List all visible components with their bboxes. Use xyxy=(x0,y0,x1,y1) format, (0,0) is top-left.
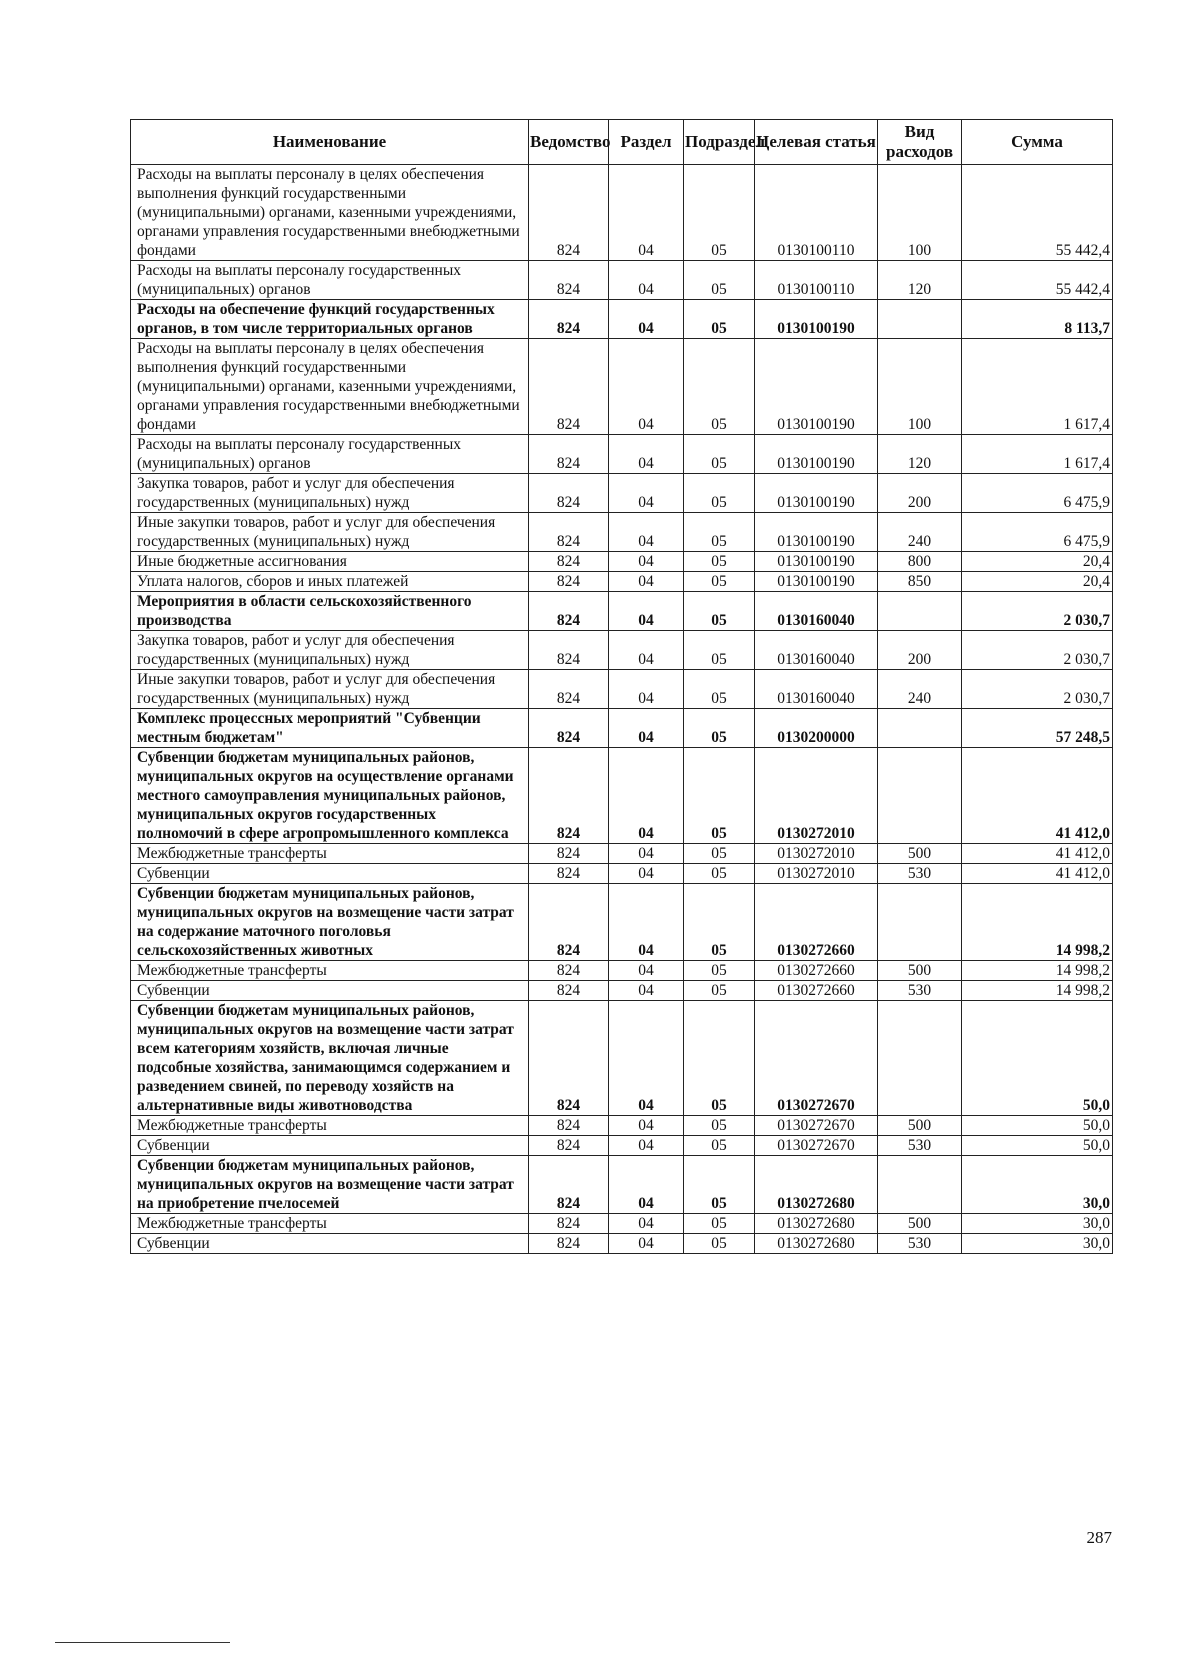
cell-type: 500 xyxy=(878,844,962,864)
cell-type xyxy=(878,748,962,844)
cell-target: 0130100190 xyxy=(755,339,878,435)
cell-target: 0130272670 xyxy=(755,1136,878,1156)
cell-type xyxy=(878,1001,962,1116)
header-type: Вид расходов xyxy=(878,120,962,165)
cell-sum: 41 412,0 xyxy=(962,864,1113,884)
cell-subsection: 05 xyxy=(684,552,755,572)
cell-section: 04 xyxy=(609,1156,684,1214)
cell-target: 0130100190 xyxy=(755,435,878,474)
cell-sum: 8 113,7 xyxy=(962,300,1113,339)
cell-section: 04 xyxy=(609,300,684,339)
cell-name: Межбюджетные трансферты xyxy=(131,844,529,864)
cell-target: 0130272010 xyxy=(755,844,878,864)
table-row xyxy=(131,961,1113,981)
cell-section: 04 xyxy=(609,884,684,961)
cell-sum: 50,0 xyxy=(962,1116,1113,1136)
cell-type: 120 xyxy=(878,261,962,300)
cell-name: Субвенции xyxy=(131,864,529,884)
cell-sum: 14 998,2 xyxy=(962,884,1113,961)
cell-dept: 824 xyxy=(529,592,609,631)
cell-sum: 50,0 xyxy=(962,1001,1113,1116)
cell-name: Субвенции бюджетам муниципальных районов, муниципальных округов на осуществление органами местного самоуправления муниципальных районов, муниципальных округов государственных полномочий в сфере агропромышленного комплекса xyxy=(131,748,529,844)
cell-type: 500 xyxy=(878,1116,962,1136)
page-number: 287 xyxy=(1086,1528,1112,1547)
cell-type xyxy=(878,1156,962,1214)
cell-dept: 824 xyxy=(529,261,609,300)
cell-subsection: 05 xyxy=(684,592,755,631)
table-row xyxy=(131,165,1113,261)
cell-subsection: 05 xyxy=(684,435,755,474)
header-dept: Ведомство xyxy=(529,120,609,165)
table-row xyxy=(131,572,1113,592)
cell-section: 04 xyxy=(609,981,684,1001)
cell-name: Закупка товаров, работ и услуг для обеспечения государственных (муниципальных) нужд xyxy=(131,631,529,670)
cell-type: 530 xyxy=(878,1234,962,1254)
cell-sum: 2 030,7 xyxy=(962,631,1113,670)
cell-subsection: 05 xyxy=(684,961,755,981)
cell-dept: 824 xyxy=(529,1116,609,1136)
cell-type: 530 xyxy=(878,864,962,884)
cell-dept: 824 xyxy=(529,1136,609,1156)
cell-subsection: 05 xyxy=(684,1234,755,1254)
cell-type xyxy=(878,300,962,339)
cell-name: Расходы на обеспечение функций государственных органов, в том числе территориальных органов xyxy=(131,300,529,339)
cell-section: 04 xyxy=(609,261,684,300)
cell-dept: 824 xyxy=(529,474,609,513)
cell-dept: 824 xyxy=(529,864,609,884)
cell-dept: 824 xyxy=(529,513,609,552)
cell-subsection: 05 xyxy=(684,261,755,300)
table-row xyxy=(131,339,1113,435)
header-sum: Сумма xyxy=(962,120,1113,165)
table-body xyxy=(131,165,1113,1254)
cell-section: 04 xyxy=(609,1001,684,1116)
table-row xyxy=(131,1136,1113,1156)
cell-name: Расходы на выплаты персоналу в целях обеспечения выполнения функций государственными (муниципальными) органами, казенными учреждениями, органами управления государственными внебюджетными фондами xyxy=(131,165,529,261)
header-section: Раздел xyxy=(609,120,684,165)
cell-sum: 14 998,2 xyxy=(962,961,1113,981)
cell-target: 0130160040 xyxy=(755,670,878,709)
cell-type xyxy=(878,592,962,631)
table-row xyxy=(131,1001,1113,1116)
header-subsection: Подраздел xyxy=(684,120,755,165)
cell-subsection: 05 xyxy=(684,1116,755,1136)
cell-sum: 41 412,0 xyxy=(962,844,1113,864)
cell-dept: 824 xyxy=(529,339,609,435)
cell-type: 200 xyxy=(878,474,962,513)
cell-subsection: 05 xyxy=(684,748,755,844)
cell-sum: 20,4 xyxy=(962,572,1113,592)
cell-type: 120 xyxy=(878,435,962,474)
cell-subsection: 05 xyxy=(684,165,755,261)
cell-subsection: 05 xyxy=(684,981,755,1001)
cell-name: Иные закупки товаров, работ и услуг для обеспечения государственных (муниципальных) нужд xyxy=(131,670,529,709)
cell-type xyxy=(878,709,962,748)
cell-sum: 14 998,2 xyxy=(962,981,1113,1001)
table-row xyxy=(131,1214,1113,1234)
cell-name: Расходы на выплаты персоналу государственных (муниципальных) органов xyxy=(131,261,529,300)
cell-section: 04 xyxy=(609,474,684,513)
cell-type: 530 xyxy=(878,981,962,1001)
cell-type xyxy=(878,884,962,961)
cell-name: Закупка товаров, работ и услуг для обеспечения государственных (муниципальных) нужд xyxy=(131,474,529,513)
cell-section: 04 xyxy=(609,1234,684,1254)
cell-section: 04 xyxy=(609,1116,684,1136)
table-row xyxy=(131,981,1113,1001)
cell-sum: 30,0 xyxy=(962,1234,1113,1254)
cell-sum: 2 030,7 xyxy=(962,592,1113,631)
cell-subsection: 05 xyxy=(684,864,755,884)
cell-target: 0130100110 xyxy=(755,261,878,300)
cell-sum: 1 617,4 xyxy=(962,435,1113,474)
cell-dept: 824 xyxy=(529,670,609,709)
cell-target: 0130272670 xyxy=(755,1001,878,1116)
cell-target: 0130160040 xyxy=(755,631,878,670)
table-row xyxy=(131,474,1113,513)
cell-name: Расходы на выплаты персоналу государственных (муниципальных) органов xyxy=(131,435,529,474)
cell-name: Уплата налогов, сборов и иных платежей xyxy=(131,572,529,592)
cell-subsection: 05 xyxy=(684,1136,755,1156)
header-target: Целевая статья xyxy=(755,120,878,165)
cell-target: 0130100110 xyxy=(755,165,878,261)
table-header-row xyxy=(131,120,1113,165)
table-row xyxy=(131,1116,1113,1136)
table-row xyxy=(131,552,1113,572)
cell-subsection: 05 xyxy=(684,1156,755,1214)
cell-dept: 824 xyxy=(529,961,609,981)
table-row xyxy=(131,709,1113,748)
cell-dept: 824 xyxy=(529,981,609,1001)
cell-section: 04 xyxy=(609,670,684,709)
cell-target: 0130100190 xyxy=(755,552,878,572)
cell-target: 0130272660 xyxy=(755,884,878,961)
cell-name: Иные бюджетные ассигнования xyxy=(131,552,529,572)
cell-section: 04 xyxy=(609,1136,684,1156)
cell-sum: 50,0 xyxy=(962,1136,1113,1156)
cell-target: 0130100190 xyxy=(755,572,878,592)
cell-name: Комплекс процессных мероприятий "Субвенции местным бюджетам" xyxy=(131,709,529,748)
cell-subsection: 05 xyxy=(684,670,755,709)
cell-target: 0130272680 xyxy=(755,1156,878,1214)
cell-type: 200 xyxy=(878,631,962,670)
cell-sum: 6 475,9 xyxy=(962,474,1113,513)
cell-sum: 30,0 xyxy=(962,1156,1113,1214)
cell-target: 0130100190 xyxy=(755,474,878,513)
cell-subsection: 05 xyxy=(684,300,755,339)
cell-sum: 30,0 xyxy=(962,1214,1113,1234)
cell-subsection: 05 xyxy=(684,474,755,513)
cell-target: 0130272010 xyxy=(755,748,878,844)
cell-sum: 6 475,9 xyxy=(962,513,1113,552)
cell-target: 0130272660 xyxy=(755,961,878,981)
cell-section: 04 xyxy=(609,864,684,884)
cell-section: 04 xyxy=(609,592,684,631)
cell-type: 850 xyxy=(878,572,962,592)
cell-dept: 824 xyxy=(529,552,609,572)
cell-name: Субвенции бюджетам муниципальных районов, муниципальных округов на возмещение части затрат на приобретение пчелосемей xyxy=(131,1156,529,1214)
table-row xyxy=(131,435,1113,474)
cell-target: 0130272670 xyxy=(755,1116,878,1136)
cell-dept: 824 xyxy=(529,300,609,339)
cell-dept: 824 xyxy=(529,631,609,670)
cell-subsection: 05 xyxy=(684,339,755,435)
cell-section: 04 xyxy=(609,339,684,435)
budget-table xyxy=(130,119,1113,1254)
table-row xyxy=(131,670,1113,709)
cell-section: 04 xyxy=(609,552,684,572)
cell-sum: 1 617,4 xyxy=(962,339,1113,435)
cell-sum: 55 442,4 xyxy=(962,261,1113,300)
table-row xyxy=(131,592,1113,631)
cell-target: 0130160040 xyxy=(755,592,878,631)
cell-subsection: 05 xyxy=(684,513,755,552)
cell-section: 04 xyxy=(609,961,684,981)
cell-subsection: 05 xyxy=(684,631,755,670)
cell-section: 04 xyxy=(609,435,684,474)
cell-target: 0130272660 xyxy=(755,981,878,1001)
cell-sum: 57 248,5 xyxy=(962,709,1113,748)
cell-type: 500 xyxy=(878,1214,962,1234)
cell-name: Иные закупки товаров, работ и услуг для обеспечения государственных (муниципальных) нужд xyxy=(131,513,529,552)
table-row xyxy=(131,748,1113,844)
cell-dept: 824 xyxy=(529,709,609,748)
cell-target: 0130200000 xyxy=(755,709,878,748)
cell-dept: 824 xyxy=(529,1234,609,1254)
cell-name: Субвенции xyxy=(131,981,529,1001)
table-row xyxy=(131,1234,1113,1254)
cell-target: 0130100190 xyxy=(755,513,878,552)
table-row xyxy=(131,844,1113,864)
cell-target: 0130272680 xyxy=(755,1214,878,1234)
cell-section: 04 xyxy=(609,513,684,552)
cell-dept: 824 xyxy=(529,844,609,864)
cell-section: 04 xyxy=(609,1214,684,1234)
cell-dept: 824 xyxy=(529,1001,609,1116)
footnote-rule xyxy=(55,1642,230,1643)
cell-type: 240 xyxy=(878,513,962,552)
cell-name: Субвенции xyxy=(131,1234,529,1254)
cell-dept: 824 xyxy=(529,165,609,261)
cell-name: Межбюджетные трансферты xyxy=(131,1214,529,1234)
cell-name: Межбюджетные трансферты xyxy=(131,961,529,981)
cell-name: Мероприятия в области сельскохозяйственного производства xyxy=(131,592,529,631)
table-row xyxy=(131,300,1113,339)
cell-type: 530 xyxy=(878,1136,962,1156)
cell-type: 100 xyxy=(878,165,962,261)
cell-target: 0130100190 xyxy=(755,300,878,339)
cell-section: 04 xyxy=(609,165,684,261)
cell-dept: 824 xyxy=(529,748,609,844)
header-name: Наименование xyxy=(131,120,529,165)
table-row xyxy=(131,884,1113,961)
cell-dept: 824 xyxy=(529,1156,609,1214)
cell-name: Субвенции бюджетам муниципальных районов, муниципальных округов на возмещение части затрат всем категориям хозяйств, включая личные подсобные хозяйства, занимающимся содержанием и разведением свиней, по переводу хозяйств на альтернативные виды животноводства xyxy=(131,1001,529,1116)
cell-target: 0130272010 xyxy=(755,864,878,884)
cell-section: 04 xyxy=(609,631,684,670)
cell-subsection: 05 xyxy=(684,1214,755,1234)
cell-type: 240 xyxy=(878,670,962,709)
cell-section: 04 xyxy=(609,709,684,748)
cell-sum: 55 442,4 xyxy=(962,165,1113,261)
table-row xyxy=(131,513,1113,552)
cell-dept: 824 xyxy=(529,884,609,961)
table-row xyxy=(131,864,1113,884)
cell-sum: 20,4 xyxy=(962,552,1113,572)
table-row xyxy=(131,261,1113,300)
cell-type: 500 xyxy=(878,961,962,981)
cell-dept: 824 xyxy=(529,1214,609,1234)
cell-subsection: 05 xyxy=(684,709,755,748)
cell-type: 800 xyxy=(878,552,962,572)
cell-dept: 824 xyxy=(529,572,609,592)
cell-subsection: 05 xyxy=(684,884,755,961)
cell-subsection: 05 xyxy=(684,572,755,592)
cell-dept: 824 xyxy=(529,435,609,474)
cell-name: Межбюджетные трансферты xyxy=(131,1116,529,1136)
cell-name: Субвенции бюджетам муниципальных районов, муниципальных округов на возмещение части затрат на содержание маточного поголовья сельскохозяйственных животных xyxy=(131,884,529,961)
cell-target: 0130272680 xyxy=(755,1234,878,1254)
cell-name: Субвенции xyxy=(131,1136,529,1156)
cell-type: 100 xyxy=(878,339,962,435)
cell-sum: 2 030,7 xyxy=(962,670,1113,709)
table-row xyxy=(131,1156,1113,1214)
cell-name: Расходы на выплаты персоналу в целях обеспечения выполнения функций государственными (муниципальными) органами, казенными учреждениями, органами управления государственными внебюджетными фондами xyxy=(131,339,529,435)
cell-subsection: 05 xyxy=(684,1001,755,1116)
cell-sum: 41 412,0 xyxy=(962,748,1113,844)
cell-section: 04 xyxy=(609,748,684,844)
cell-subsection: 05 xyxy=(684,844,755,864)
table-row xyxy=(131,631,1113,670)
cell-section: 04 xyxy=(609,572,684,592)
cell-section: 04 xyxy=(609,844,684,864)
